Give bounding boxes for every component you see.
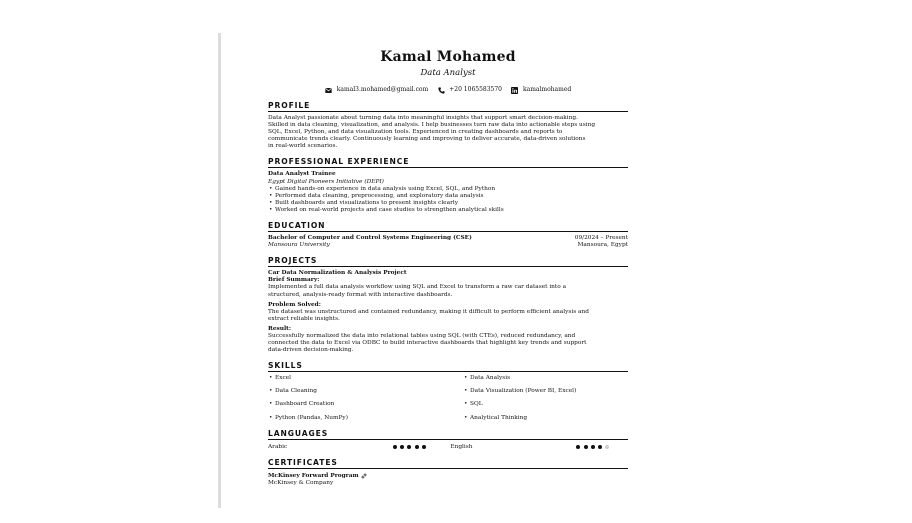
phone-text: +20 1065583570 [449, 86, 502, 93]
experience-section [268, 157, 628, 214]
language-level-dot [393, 445, 397, 449]
section-heading-profile: PROFILE [268, 101, 628, 112]
project-summary-line: Implemented a full data analysis workflow using SQL and Excel to transform a raw car dataset into a [268, 284, 567, 291]
education-row-2 [268, 242, 628, 249]
experience-role: Data Analyst Trainee [268, 171, 336, 178]
profile-line: in real-world scenarios. [268, 143, 338, 150]
skill-item: • Data Analysis [463, 375, 628, 383]
language-name-arabic: Arabic [268, 444, 288, 451]
contact-email[interactable] [325, 86, 428, 94]
project-problem-label: Problem Solved: [268, 301, 321, 308]
resume-page [268, 48, 628, 487]
language-level-dot [576, 445, 580, 449]
skill-item: • Dashboard Creation [268, 401, 463, 409]
education-location: Mansoura, Egypt [577, 242, 628, 249]
skills-section [268, 361, 628, 422]
education-degree: Bachelor of Computer and Control Systems Engineering (CSE) [268, 235, 472, 242]
language-level-dot [422, 445, 426, 449]
project-problem-line: extract reliable insights. [268, 315, 340, 322]
language-level-arabic [393, 445, 445, 449]
section-heading-certificates: CERTIFICATES [268, 458, 628, 469]
projects-section [268, 256, 628, 354]
list-item: • Worked on real-world projects and case studies to strengthen analytical skills [268, 207, 628, 214]
language-level-dot [605, 445, 609, 449]
certificate-name: McKinsey Forward Program [268, 473, 359, 480]
language-level-dot [584, 445, 588, 449]
linkedin-icon [511, 86, 519, 94]
section-heading-languages: LANGUAGES [268, 429, 628, 440]
skill-item: • SQL [463, 401, 628, 409]
profile-line: communicate trends clearly. Continuously learning and improving to deliver accurate, data-driven solutions [268, 136, 586, 143]
project-result-line: connected the data to Excel via ODBC to build interactive dashboards that highlight key trends and support [268, 340, 587, 347]
phone-icon [437, 86, 445, 94]
page-left-border [218, 33, 221, 508]
project-summary-line: structured, analysis-ready format with interactive dashboards. [268, 291, 453, 298]
envelope-icon [325, 86, 333, 94]
education-dates: 09/2024 – Present [574, 235, 628, 242]
project-result-label: Result: [268, 325, 292, 332]
link-icon[interactable] [361, 472, 368, 479]
languages-section [268, 429, 628, 451]
languages-row [268, 443, 628, 451]
skill-item: • Analytical Thinking [463, 415, 628, 423]
certificate-title-row[interactable] [268, 472, 628, 480]
project-result-line: data-driven decision-making. [268, 347, 354, 354]
project-result-line: Successfully normalized the data into relational tables using SQL (with CTEs), reduced redundancy, and [268, 332, 576, 339]
language-level-dot [591, 445, 595, 449]
certificate-issuer: McKinsey & Company [268, 480, 334, 487]
section-heading-skills: SKILLS [268, 361, 628, 372]
profile-line: Data Analyst passionate about turning data into meaningful insights that support smart decision-making. [268, 115, 578, 121]
linkedin-text: kamalmohamed [522, 86, 572, 93]
language-name-english: English [450, 444, 473, 451]
section-heading-education: EDUCATION [268, 221, 628, 232]
profile-line: Skilled in data cleaning, visualization, and analysis. I help businesses turn raw data into actionable steps using [268, 122, 596, 129]
language-level-english [576, 445, 628, 449]
project-title: Car Data Normalization & Analysis Project [268, 270, 407, 277]
profile-line: SQL, Excel, Python, and data visualization tools. Experienced in creating dashboards and reports to [268, 129, 563, 136]
contact-bar [268, 86, 628, 94]
section-heading-projects: PROJECTS [268, 256, 628, 267]
list-item: • Gained hands-on experience in data analysis using Excel, SQL, and Python [268, 186, 628, 193]
project-summary-label: Brief Summary: [268, 277, 320, 284]
experience-bullets [268, 186, 628, 214]
skill-item: • Excel [268, 375, 463, 383]
email-text: kamal3.mohamed@gmail.com [336, 86, 429, 93]
skill-item: • Python (Pandas, NumPy) [268, 415, 463, 423]
education-school: Mansoura University [268, 242, 330, 249]
education-section [268, 221, 628, 249]
profile-text [268, 115, 628, 150]
language-level-dot [598, 445, 602, 449]
profile-section [268, 101, 628, 150]
list-item: • Built dashboards and visualizations to present insights clearly [268, 200, 628, 207]
contact-linkedin[interactable] [511, 86, 571, 94]
project-problem-line: The dataset was unstructured and contained redundancy, making it difficult to perform efficient analysis and [268, 308, 589, 315]
certificates-section [268, 458, 628, 487]
skills-grid [268, 375, 628, 422]
contact-phone[interactable] [437, 86, 502, 94]
skill-item: • Data Cleaning [268, 388, 463, 396]
section-heading-experience: PROFESSIONAL EXPERIENCE [268, 157, 628, 168]
candidate-title: Data Analyst [420, 68, 476, 78]
skill-item: • Data Visualization (Power BI, Excel) [463, 388, 628, 396]
education-row-1 [268, 235, 628, 242]
language-level-dot [407, 445, 411, 449]
candidate-name: Kamal Mohamed [380, 49, 516, 65]
language-level-dot [415, 445, 419, 449]
experience-org: Egypt Digital Pioneers Initiative (DEPI) [268, 178, 384, 185]
list-item: • Performed data cleaning, preprocessing, and exploratory data analysis [268, 193, 628, 200]
language-level-dot [400, 445, 404, 449]
